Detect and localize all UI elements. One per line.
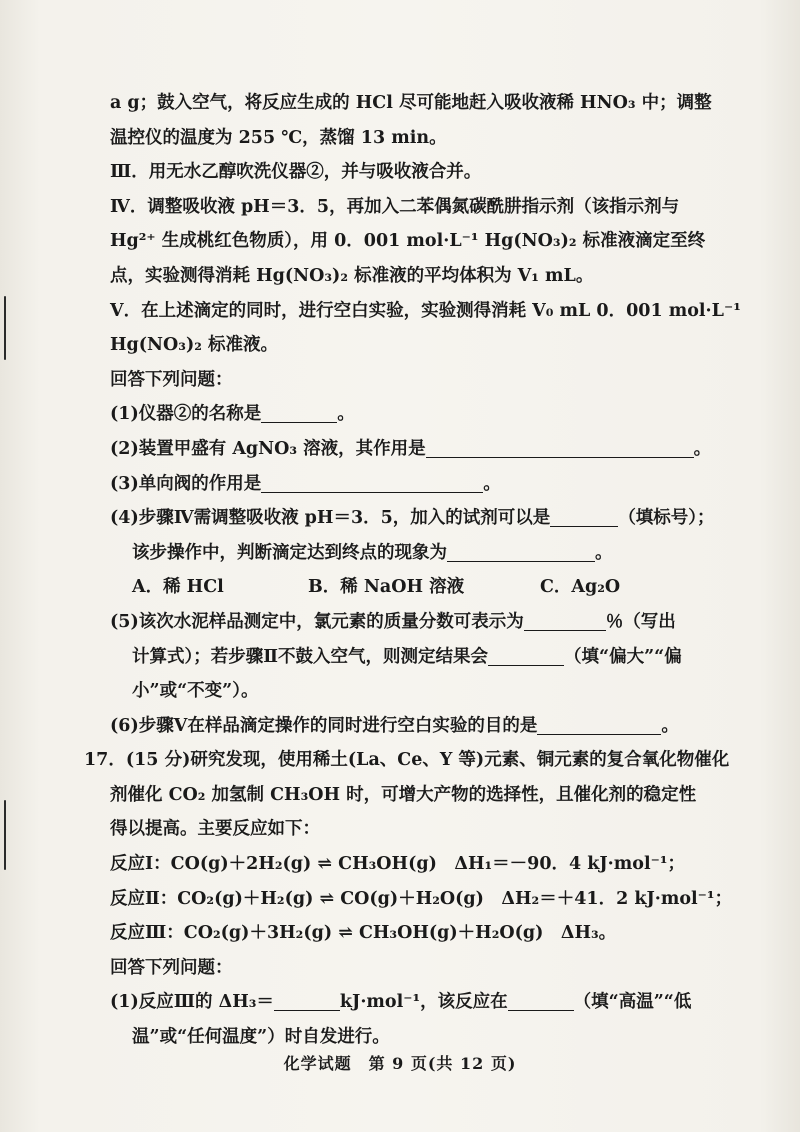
question-4: (4)步骤Ⅳ需调整吸收液 pH＝3．5，加入的试剂可以是 （填标号）； — [110, 508, 715, 529]
question-content — [84, 86, 741, 1055]
answer-blank[interactable] — [550, 506, 618, 527]
question-2: (2)装置甲盛有 AgNO₃ 溶液，其作用是 。 — [110, 438, 712, 459]
text-line: Ⅴ．在上述滴定的同时，进行空白实验，实验测得消耗 V₀ mL 0．001 mol·L⁻¹ — [110, 300, 741, 321]
question-17-1-line2: 温”或“任何温度”）时自发进行。 — [132, 1027, 390, 1048]
answer-blank[interactable] — [261, 472, 483, 493]
text-line: Ⅲ．用无水乙醇吹洗仪器②，并与吸收液合并。 — [110, 162, 482, 183]
question-17-1: (1)反应Ⅲ的 ΔH₃＝ kJ·mol⁻¹，该反应在 （填“高温”“低 — [110, 992, 692, 1013]
text-line: a g；鼓入空气，将反应生成的 HCl 尽可能地赶入吸收液稀 HNO₃ 中；调整 — [110, 93, 712, 113]
scan-edge-mark — [4, 800, 6, 870]
option-a: A．稀 HCl — [132, 577, 224, 598]
question-6: (6)步骤Ⅴ在样品滴定操作的同时进行空白实验的目的是 。 — [110, 715, 679, 736]
question-4-line2: 该步操作中，判断滴定达到终点的现象为 。 — [132, 542, 613, 563]
answer-blank[interactable] — [447, 541, 595, 562]
reaction-1: 反应Ⅰ：CO(g)＋2H₂(g) ⇌ CH₃OH(g) ΔH₁＝－90．4 kJ·mol⁻¹； — [110, 854, 686, 875]
reaction-3: 反应Ⅲ：CO₂(g)＋3H₂(g) ⇌ CH₃OH(g)＋H₂O(g) ΔH₃。 — [110, 923, 617, 944]
text-line: 温控仪的温度为 255 ℃，蒸馏 13 min。 — [110, 127, 447, 148]
question-5-line3: 小”或“不变”）。 — [132, 681, 259, 702]
page-footer: 化学试题 第 9 页(共 12 页) — [283, 1054, 517, 1073]
text-line: Ⅳ．调整吸收液 pH＝3．5，再加入二苯偶氮碳酰肼指示剂（该指示剂与 — [110, 196, 680, 217]
question-1: (1)仪器②的名称是 。 — [110, 404, 355, 425]
text-line: 得以提高。主要反应如下： — [110, 819, 320, 840]
text-line: 回答下列问题： — [110, 369, 233, 390]
text-line: Hg(NO₃)₂ 标准液。 — [110, 335, 278, 356]
question-17-title: 17．(15 分)研究发现，使用稀土(La、Ce、Y 等)元素、铜元素的复合氧化物催化 — [84, 750, 730, 771]
question-4-options — [110, 570, 710, 605]
text-line: Hg²⁺ 生成桃红色物质），用 0．001 mol·L⁻¹ Hg(NO₃)₂ 标准液滴定至终 — [110, 231, 706, 252]
answer-blank[interactable] — [261, 402, 337, 423]
option-b: B．稀 NaOH 溶液 — [308, 577, 465, 598]
answer-blank[interactable] — [426, 437, 694, 458]
reaction-2: 反应Ⅱ：CO₂(g)＋H₂(g) ⇌ CO(g)＋H₂O(g) ΔH₂＝＋41．2 kJ·mol⁻¹； — [110, 888, 733, 909]
scan-edge-mark — [4, 296, 6, 360]
text-line: 剂催化 CO₂ 加氢制 CH₃OH 时，可增大产物的选择性，且催化剂的稳定性 — [110, 784, 697, 805]
answer-blank[interactable] — [537, 714, 661, 735]
answer-blank[interactable] — [488, 645, 564, 666]
option-c: C．Ag₂O — [540, 577, 621, 598]
text-line: 回答下列问题： — [110, 957, 233, 978]
question-3: (3)单向阀的作用是 。 — [110, 473, 501, 494]
question-5-line2: 计算式）；若步骤Ⅱ不鼓入空气，则测定结果会 （填“偏大”“偏 — [132, 646, 682, 667]
question-5: (5)该次水泥样品测定中，氯元素的质量分数可表示为 ％（写出 — [110, 611, 676, 632]
answer-blank[interactable] — [274, 990, 340, 1011]
answer-blank[interactable] — [524, 610, 606, 631]
answer-blank[interactable] — [508, 990, 574, 1011]
text-line: 点，实验测得消耗 Hg(NO₃)₂ 标准液的平均体积为 V₁ mL。 — [110, 265, 594, 286]
